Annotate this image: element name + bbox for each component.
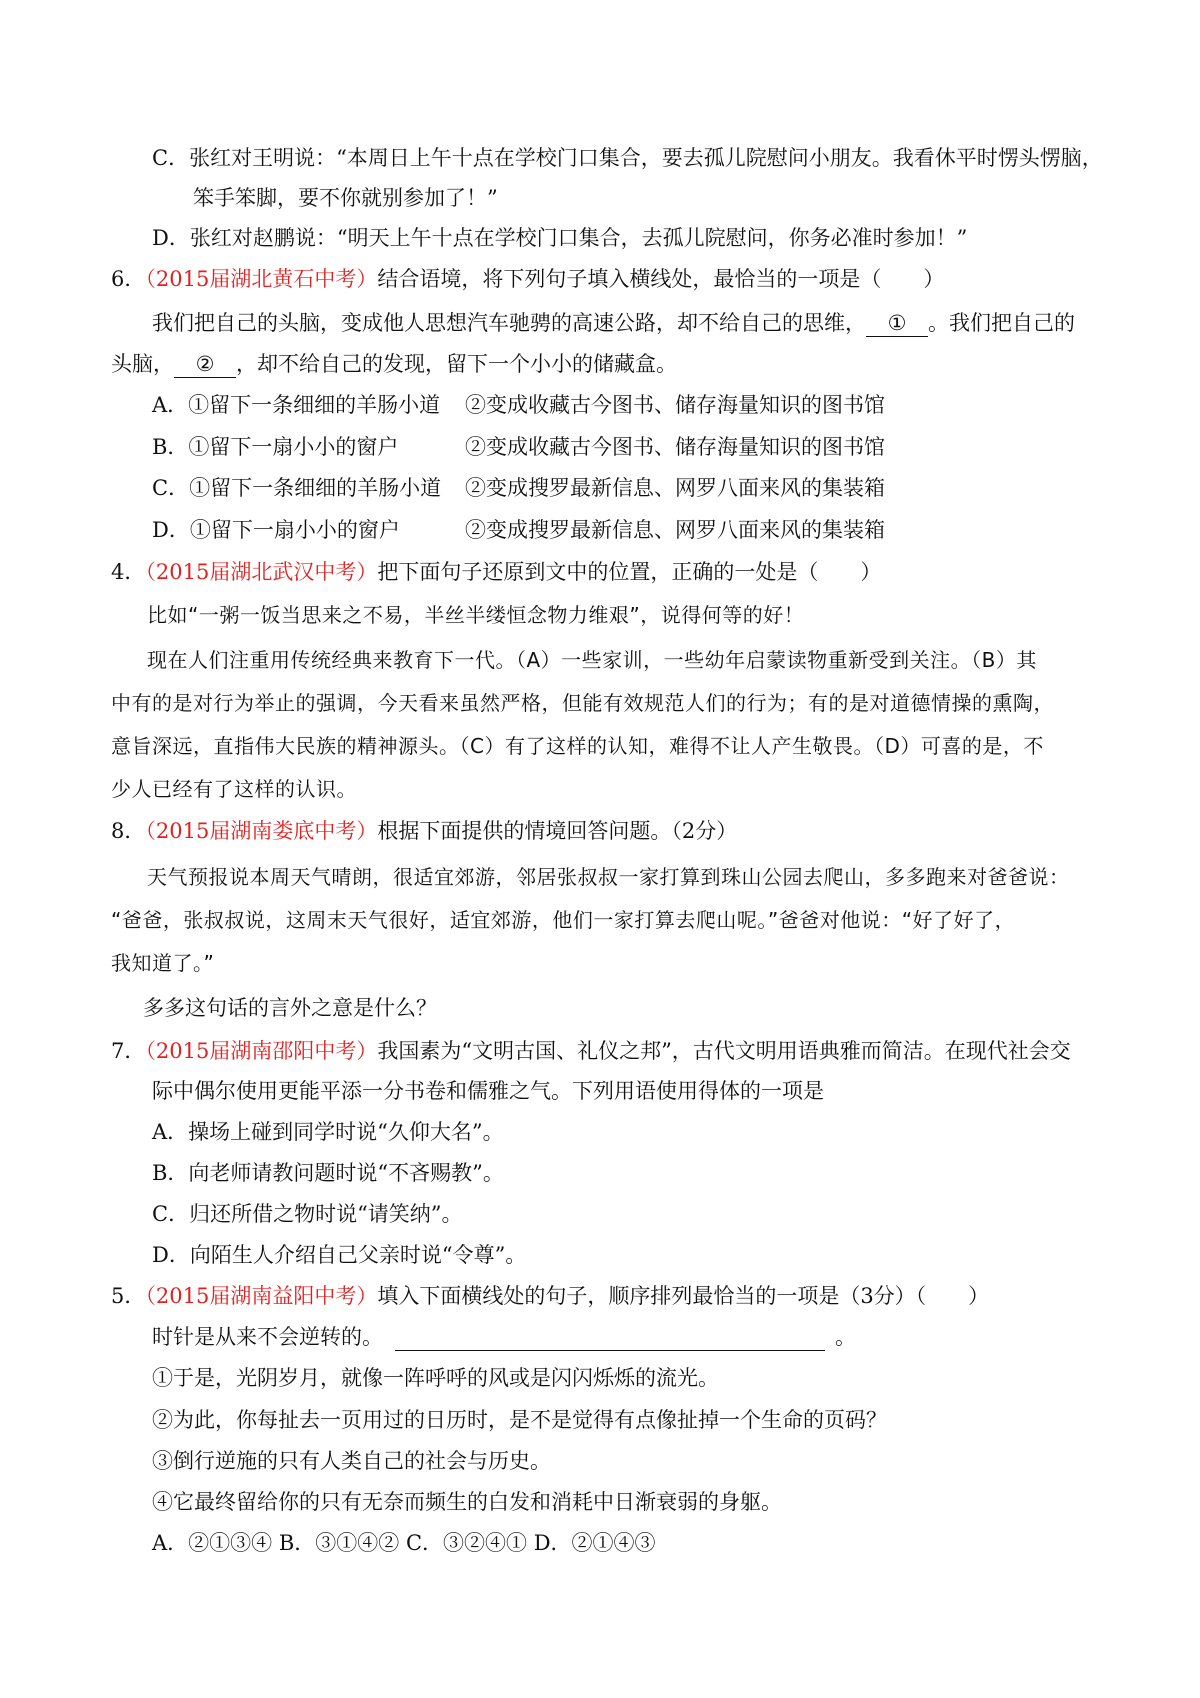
question-source: （2015届湖南邵阳中考） — [145, 1039, 378, 1063]
question-8-passage-line3: 我知道了。” — [111, 951, 215, 975]
question-stem: 结合语境，将下列句子填入横线处，最恰当的一项是（ ） — [377, 267, 945, 291]
question-5-sentence-4: ④它最终留给你的只有无奈而频生的白发和消耗中日渐衰弱的身躯。 — [152, 1490, 782, 1514]
question-6-passage-line2: 头脑， ② ，却不给自己的发现，留下一个小小的储藏盒。 — [111, 352, 677, 376]
question-6-option-c: C．①留下一条细细的羊肠小道 ②变成搜罗最新信息、网罗八面来风的集装箱 — [152, 476, 885, 500]
answer-blank — [395, 1324, 825, 1351]
question-5-lead: 时针是从来不会逆转的。 。 — [152, 1325, 856, 1349]
question-number: 7． — [111, 1039, 146, 1063]
question-8-passage-line2: “爸爸，张叔叔说，这周末天气很好，适宜郊游，他们一家打算去爬山呢。”爸爸对他说：“好了好了， — [111, 908, 1016, 932]
question-7-option-c: C．归还所借之物时说“请笑纳”。 — [152, 1202, 463, 1226]
prev-option-d: D．张红对赵鹏说：“明天上午十点在学校门口集合，去孤儿院慰问，你务必准时参加！” — [152, 226, 968, 250]
question-source: （2015届湖北武汉中考） — [145, 560, 378, 584]
question-8-passage-line1: 天气预报说本周天气晴朗，很适宜郊游，邻居张叔叔一家打算到珠山公园去爬山，多多跑来对爸爸说： — [147, 865, 1070, 889]
question-stem: 我国素为“文明古国、礼仪之邦”，古代文明用语典雅而简洁。在现代社会交 — [377, 1039, 1071, 1063]
question-5-sentence-3: ③倒行逆施的只有人类自己的社会与历史。 — [152, 1449, 551, 1473]
question-5-options: A．②①③④ B．③①④② C．③②④① D．②①④③ — [152, 1531, 656, 1555]
question-number: 5． — [111, 1284, 146, 1308]
question-8-header — [111, 816, 737, 846]
blank-1: ① — [866, 310, 928, 337]
question-8-question: 多多这句话的言外之意是什么？ — [143, 996, 437, 1020]
question-4-passage-line1: 现在人们注重用传统经典来教育下一代。（A）一些家训，一些幼年启蒙读物重新受到关注。（B）其 — [147, 648, 1037, 672]
question-5-sentence-2: ②为此，你每扯去一页用过的日历时，是不是觉得有点像扯掉一个生命的页码？ — [152, 1408, 887, 1432]
question-stem: 把下面句子还原到文中的位置，正确的一处是（ ） — [377, 560, 882, 584]
question-4-passage-line4: 少人已经有了这样的认识。 — [111, 777, 357, 801]
question-7-option-b: B．向老师请教问题时说“不吝赐教”。 — [152, 1161, 504, 1185]
question-4-passage-line2: 中有的是对行为举止的强调，今天看来虽然严格，但能有效规范人们的行为；有的是对道德情操的熏陶， — [111, 691, 1054, 715]
prev-option-c-line1: C．张红对王明说：“本周日上午十点在学校门口集合，要去孤儿院慰问小朋友。我看休平时愣头愣脑， — [152, 146, 1103, 170]
question-number: 4． — [111, 560, 146, 584]
question-7-option-d: D．向陌生人介绍自己父亲时说“令尊”。 — [152, 1243, 527, 1267]
prev-option-c-line2: 笨手笨脚，要不你就别参加了！” — [193, 186, 498, 210]
question-4-sentence: 比如“一粥一饭当思来之不易，半丝半缕恒念物力维艰”，说得何等的好！ — [147, 603, 805, 627]
question-5-header — [111, 1281, 989, 1311]
question-6-option-a: A．①留下一条细细的羊肠小道 ②变成收藏古今图书、储存海量知识的图书馆 — [152, 393, 885, 417]
question-6-header — [111, 264, 944, 294]
question-4-header — [111, 557, 881, 587]
question-number: 6． — [111, 267, 146, 291]
question-source: （2015届湖南益阳中考） — [145, 1284, 378, 1308]
question-6-option-b: B．①留下一扇小小的窗户 ②变成收藏古今图书、储存海量知识的图书馆 — [152, 435, 885, 459]
question-stem: 填入下面横线处的句子，顺序排列最恰当的一项是（3分）（ ） — [377, 1284, 990, 1308]
question-4-passage-line3: 意旨深远，直指伟大民族的精神源头。（C）有了这样的认知，难得不让人产生敬畏。（D）可喜的是，不 — [111, 734, 1044, 758]
question-source: （2015届湖北黄石中考） — [145, 267, 378, 291]
question-source: （2015届湖南娄底中考） — [145, 819, 378, 843]
question-7-header — [111, 1036, 1071, 1066]
question-7-stem-line2: 际中偶尔使用更能平添一分书卷和儒雅之气。下列用语使用得体的一项是 — [152, 1079, 824, 1103]
question-6-option-d: D．①留下一扇小小的窗户 ②变成搜罗最新信息、网罗八面来风的集装箱 — [152, 518, 885, 542]
question-number: 8． — [111, 819, 146, 843]
question-6-passage-line1: 我们把自己的头脑，变成他人思想汽车驰骋的高速公路，却不给自己的思维， ① 。我们把自己的 — [152, 311, 1075, 335]
question-7-option-a: A．操场上碰到同学时说“久仰大名”。 — [152, 1120, 504, 1144]
question-stem: 根据下面提供的情境回答问题。（2分） — [377, 819, 738, 843]
blank-2: ② — [174, 351, 236, 378]
question-5-sentence-1: ①于是，光阴岁月，就像一阵呼呼的风或是闪闪烁烁的流光。 — [152, 1366, 719, 1390]
